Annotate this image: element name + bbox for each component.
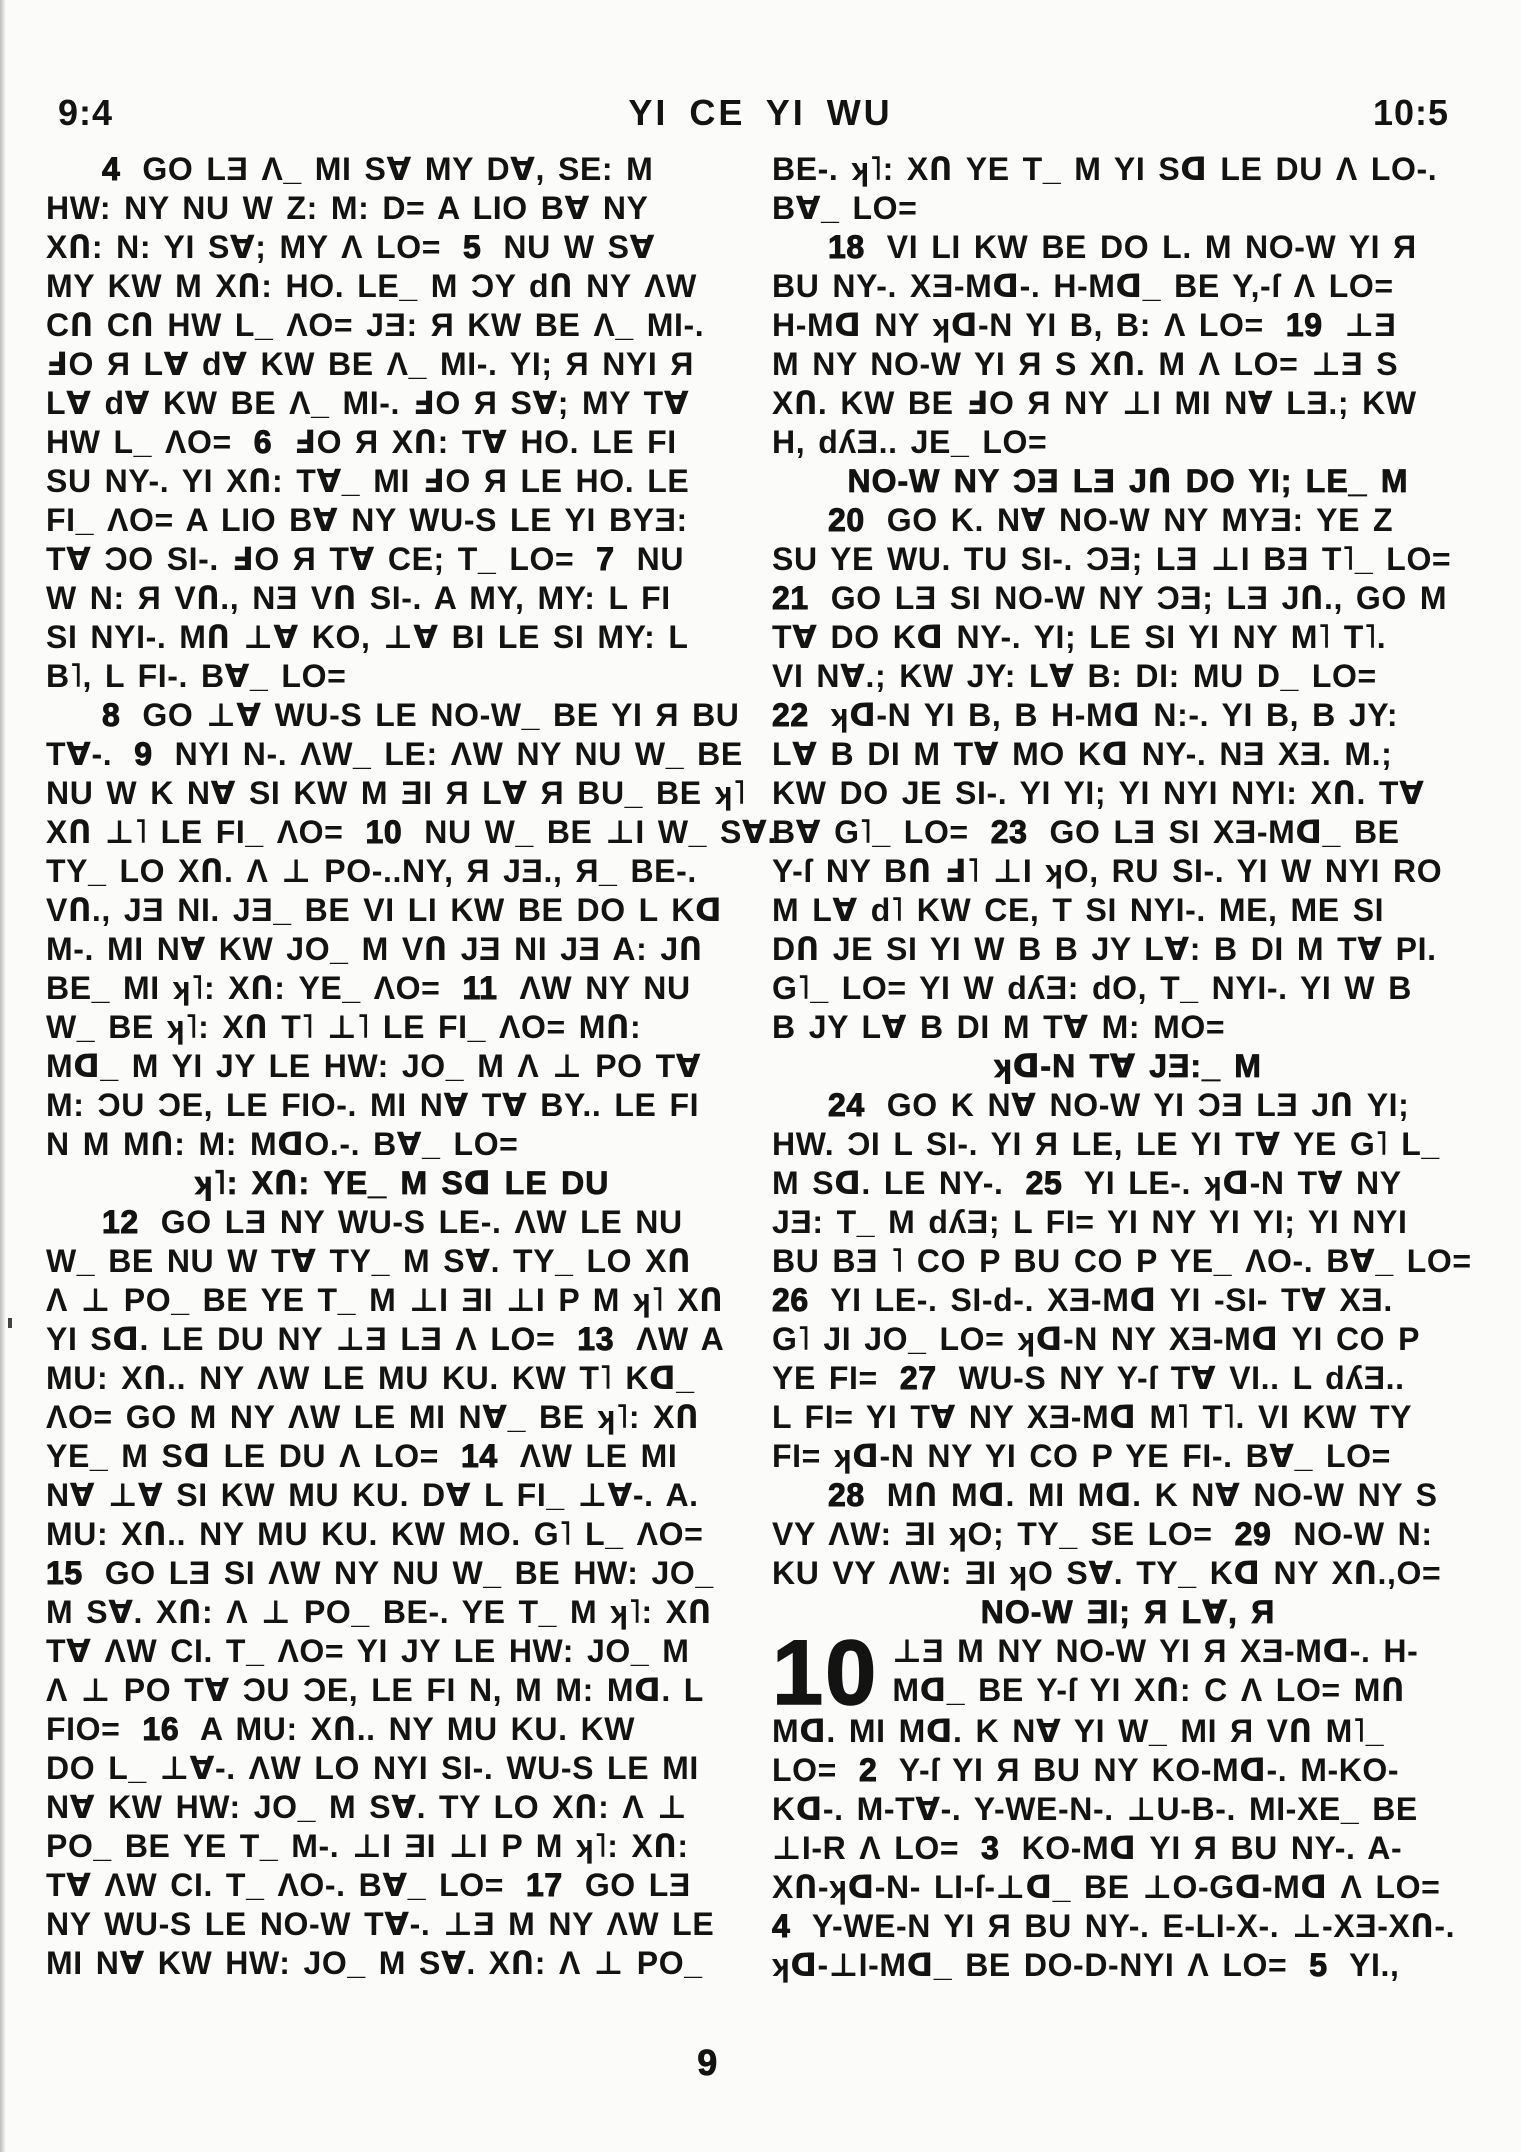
text-line — [46, 1281, 758, 1320]
text-line — [46, 1359, 758, 1398]
text-run: BE-. ʞ˥: XՈ YE T_ M YI Sᗡ LE DU Ʌ LO-. — [772, 151, 1438, 187]
text-run: XՈ-ʞᗡ-N- LI-ſ-⊥ᗡ_ BE ⊥O-Gᗡ-Mᗡ Ʌ LO= — [772, 1869, 1441, 1905]
text-line — [772, 1712, 1484, 1751]
text-run: XՈ: N: YI S∀; MY Ʌ LO= — [46, 229, 442, 265]
text-run: MY KW M XՈ: HO. LE_ M ƆY dՈ NY ɅW — [46, 268, 697, 304]
text-run: YE FI= — [772, 1360, 878, 1396]
text-run: HW L_ ɅO= — [46, 424, 232, 460]
verse-number: 6 — [253, 424, 273, 460]
text-run: G˥ JI JO_ LO= ʞᗡ-N NY XƎ-Mᗡ YI CO P — [772, 1321, 1421, 1357]
text-run: Y-ſ YI Я BU NY KO-Mᗡ-. M-KO- — [898, 1752, 1400, 1788]
text-run: B∀ G˥_ LO= — [772, 814, 969, 850]
text-line — [46, 1788, 758, 1827]
text-line — [772, 696, 1484, 735]
verse-number: 26 — [772, 1282, 809, 1318]
text-line — [46, 345, 758, 384]
text-run: XՈ. KW BE ℲO Я NY ⊥I MI N∀ LƎ.; KW — [772, 385, 1417, 421]
text-run: ʞᗡ-N T∀ JƎ:_ M — [994, 1048, 1262, 1084]
text-line — [46, 228, 758, 267]
text-run: FIO= — [46, 1711, 121, 1747]
text-run: NO-W N: — [1293, 1516, 1433, 1552]
verse-number: 7 — [596, 541, 615, 577]
text-line — [46, 696, 758, 735]
verse-number: 10 — [365, 814, 403, 850]
verse-number: 28 — [828, 1477, 865, 1513]
text-line — [772, 1164, 1484, 1203]
text-run: YE_ M Sᗡ LE DU Ʌ LO= — [46, 1438, 439, 1474]
section-heading-line — [772, 1047, 1484, 1086]
text-run: W N: Я VՈ., NƎ VՈ SI-. A MY, MY: L FI — [46, 580, 671, 616]
text-line — [772, 579, 1484, 618]
text-run: VI LI KW BE DO L. M NO-W YI Я — [886, 229, 1417, 265]
text-run: T∀ ɅW CI. T_ ɅO-. B∀_ LO= — [46, 1867, 505, 1903]
text-line — [46, 1944, 758, 1983]
text-run: T∀ ƆO SI-. ℲO Я T∀ CE; T_ LO= — [46, 541, 575, 577]
text-run: GO K. N∀ NO-W NY MYƎ: YE Z — [886, 502, 1394, 538]
text-line — [46, 1398, 758, 1437]
text-line — [772, 735, 1484, 774]
verse-number: 14 — [460, 1438, 498, 1474]
text-line — [46, 267, 758, 306]
text-line — [46, 891, 758, 930]
text-line — [772, 1086, 1484, 1125]
verse-number: 11 — [462, 970, 498, 1006]
text-run: H, dʎƎ.. JE_ LO= — [772, 424, 1048, 460]
text-run: T∀ DO Kᗡ NY-. YI; LE SI YI NY M˥ T˥. — [772, 619, 1387, 655]
text-run: KW DO JE SI-. YI YI; YI NYI NYI: XՈ. T∀ — [772, 775, 1425, 811]
text-run: JƎ: T_ M dʎƎ; L FI= YI NY YI YI; YI NYI — [772, 1204, 1408, 1240]
text-run: FI= ʞᗡ-N NY YI CO P YE FI-. B∀_ LO= — [772, 1438, 1391, 1474]
text-run: L∀ d∀ KW BE Ʌ_ MI-. ℲO Я S∀; MY T∀ — [46, 385, 690, 421]
text-run: ʞ˥: XՈ: YE_ M Sᗡ LE DU — [194, 1165, 610, 1201]
text-run: PO_ BE YE T_ M-. ⊥I ƎI ⊥I P M ʞ˥: XՈ: — [46, 1828, 689, 1864]
verse-number: 4 — [102, 151, 121, 187]
text-run: SU NY-. YI XՈ: T∀_ MI ℲO Я LE HO. LE — [46, 463, 690, 499]
verse-number: 17 — [526, 1867, 563, 1903]
text-run: VՈ., JƎ NI. JƎ_ BE VI LI KW BE DO L Kᗡ — [46, 892, 723, 928]
text-line — [772, 1515, 1484, 1554]
text-line — [46, 1125, 758, 1164]
text-line — [46, 618, 758, 657]
text-line — [772, 1359, 1484, 1398]
text-line — [46, 1320, 758, 1359]
text-run: B∀_ LO= — [772, 190, 918, 226]
text-run: GO K N∀ NO-W YI ƆƎ LƎ JՈ YI; — [886, 1087, 1410, 1123]
verse-number: 29 — [1234, 1516, 1272, 1552]
verse-number: 16 — [142, 1711, 180, 1747]
text-line — [772, 1203, 1484, 1242]
text-line — [772, 813, 1484, 852]
text-line — [772, 1868, 1484, 1907]
text-run: L FI= YI T∀ NY XƎ-Mᗡ M˥ T˥. VI KW TY — [772, 1399, 1413, 1435]
text-line — [46, 774, 758, 813]
text-line — [772, 501, 1484, 540]
text-line — [46, 1242, 758, 1281]
text-run: Mᗡ_ M YI JY LE HW: JO_ M Ʌ ⊥ PO T∀ — [46, 1048, 702, 1084]
text-line — [46, 423, 758, 462]
text-run: BU NY-. XƎ-Mᗡ-. H-Mᗡ_ BE Y,-ſ Ʌ LO= — [772, 268, 1394, 304]
text-run: YI LE-. SI-d-. XƎ-Mᗡ YI -SI- T∀ XƎ. — [830, 1282, 1393, 1318]
text-run: Y-WE-N YI Я BU NY-. E-LI-X-. ⊥-XƎ-XՈ-. — [811, 1908, 1456, 1944]
text-run: NU — [636, 541, 685, 577]
text-line — [772, 1437, 1484, 1476]
text-line — [772, 228, 1484, 267]
text-line — [772, 1829, 1484, 1868]
verse-number: 12 — [102, 1204, 139, 1240]
text-line — [46, 1086, 758, 1125]
text-run: BE_ MI ʞ˥: XՈ: YE_ ɅO= — [46, 970, 441, 1006]
text-run: N∀ ⊥∀ SI KW MU KU. D∀ L FI_ ⊥∀-. A. — [46, 1477, 699, 1513]
section-heading-line — [772, 1593, 1484, 1632]
text-run: ɅO= GO M NY ɅW LE MI N∀_ BE ʞ˥: XՈ — [46, 1399, 700, 1435]
text-run: GO LƎ Ʌ_ MI S∀ MY D∀, SE: M — [142, 151, 654, 187]
text-line — [46, 1047, 758, 1086]
text-run: T∀ ɅW CI. T_ ɅO= YI JY LE HW: JO_ M — [46, 1633, 690, 1669]
verse-number: 19 — [1285, 307, 1323, 343]
text-run: NU W S∀ — [503, 229, 655, 265]
text-line — [772, 1554, 1484, 1593]
text-line — [772, 618, 1484, 657]
text-run: NU W_ BE ⊥I W_ S∀. — [424, 814, 777, 850]
text-run: NYI N-. ɅW_ LE: ɅW NY NU W_ BE — [174, 736, 743, 772]
text-run: N∀ KW HW: JO_ M S∀. TY LO XՈ: Ʌ ⊥ — [46, 1789, 688, 1825]
text-run: GO LƎ — [584, 1867, 691, 1903]
text-run: NO-W ƎI; Я L∀, Я — [980, 1594, 1276, 1630]
text-line — [46, 540, 758, 579]
text-line — [46, 1671, 758, 1710]
text-line — [772, 1907, 1484, 1946]
text-run: VY ɅW: ƎI ʞO; TY_ SE LO= — [772, 1516, 1213, 1552]
text-line — [772, 1320, 1484, 1359]
page-header — [0, 92, 1521, 136]
footer-page-number: 9 — [697, 2042, 718, 2083]
text-line — [772, 930, 1484, 969]
verse-number: 2 — [858, 1752, 878, 1788]
text-run: YI., — [1349, 1947, 1400, 1983]
text-run: M L∀ d˥ KW CE, T SI NYI-. ME, ME SI — [772, 892, 1385, 928]
text-run: M S∀. XՈ: Ʌ ⊥ PO_ BE-. YE T_ M ʞ˥: XՈ — [46, 1594, 712, 1630]
text-run: DՈ JE SI YI W B B JY L∀: B DI M T∀ PI. — [772, 931, 1437, 967]
section-heading-line — [772, 462, 1484, 501]
text-line — [772, 306, 1484, 345]
verse-number: 9 — [134, 736, 153, 772]
text-run: Kᗡ-. M-T∀-. Y-WE-N-. ⊥U-B-. MI-XE_ BE — [772, 1791, 1418, 1827]
verse-number: 18 — [828, 229, 865, 265]
text-line — [46, 1476, 758, 1515]
scan-edge-shadow — [0, 0, 6, 2152]
text-run: T∀-. — [46, 736, 113, 772]
text-run: SI NYI-. MՈ ⊥∀ KO, ⊥∀ BI LE SI MY: L — [46, 619, 689, 655]
text-line — [772, 969, 1484, 1008]
verse-number: 22 — [772, 697, 809, 733]
text-run: G˥_ LO= YI W dʎƎ: dO, T_ NYI-. YI W B — [772, 970, 1412, 1006]
text-line — [772, 852, 1484, 891]
text-line — [46, 1008, 758, 1047]
verse-number: 27 — [899, 1360, 937, 1396]
verse-number: 5 — [463, 229, 482, 265]
text-run: DO L_ ⊥∀-. ɅW LO NYI SI-. WU-S LE MI — [46, 1750, 699, 1786]
text-run: ɅW NY NU — [519, 970, 691, 1006]
section-heading-line — [46, 1164, 758, 1203]
text-line — [772, 1476, 1484, 1515]
text-run: W_ BE NU W T∀ TY_ M S∀. TY_ LO XՈ — [46, 1243, 692, 1279]
text-run: ʞᗡ-N YI B, B H-Mᗡ N:-. YI B, B JY: — [830, 697, 1399, 733]
text-run: MՈ Mᗡ. MI Mᗡ. K N∀ NO-W NY S — [886, 1477, 1438, 1513]
verse-number: 13 — [577, 1321, 615, 1357]
verse-number: 23 — [990, 814, 1028, 850]
text-run: ɅW LE MI — [519, 1438, 678, 1474]
text-run: L∀ B DI M T∀ MO Kᗡ NY-. NƎ XƎ. M.; — [772, 736, 1393, 772]
text-line — [772, 774, 1484, 813]
scan-artifact — [8, 1318, 12, 1328]
text-run: B˥, L FI-. B∀_ LO= — [46, 658, 347, 694]
text-line — [772, 384, 1484, 423]
text-run: CՈ CՈ HW L_ ɅO= JƎ: Я KW BE Ʌ_ MI-. — [46, 307, 705, 343]
header-verse-ref-right: 10:5 — [1372, 92, 1449, 133]
text-run: N M MՈ: M: MᗡO.-. B∀_ LO= — [46, 1126, 519, 1162]
text-run: BU BƎ ˥ CO P BU CO P YE_ ɅO-. B∀_ LO= — [772, 1243, 1472, 1279]
text-line — [46, 579, 758, 618]
text-run: H-Mᗡ NY ʞᗡ-N YI B, B: Ʌ LO= — [772, 307, 1264, 343]
text-run: ɅW A — [636, 1321, 725, 1357]
text-run: GO LƎ SI NO-W NY ƆƎ; LƎ JՈ., GO M — [830, 580, 1448, 616]
text-run: NU W K N∀ SI KW M ƎI Я L∀ Я BU_ BE ʞ˥ — [46, 775, 746, 811]
text-line — [46, 813, 777, 852]
text-run: ʞᗡ-⊥I-Mᗡ_ BE DO-D-NYI Ʌ LO= — [772, 1947, 1288, 1983]
text-line — [772, 1125, 1484, 1164]
header-verse-ref-left: 9:4 — [58, 92, 114, 133]
verse-number: 24 — [828, 1087, 865, 1123]
chapter-number: 10 — [772, 1622, 879, 1724]
text-run: ⊥Ǝ M NY NO-W YI Я XƎ-Mᗡ-. H- — [892, 1633, 1419, 1669]
text-line — [892, 1671, 1484, 1710]
text-run: HW. ƆI L SI-. YI Я LE, LE YI T∀ YE G˥ L_ — [772, 1126, 1440, 1162]
text-run: VI N∀.; KW JY: L∀ B: DI: MU D_ LO= — [772, 658, 1377, 694]
text-line — [46, 657, 758, 696]
text-line — [892, 1632, 1484, 1671]
text-line — [46, 1866, 758, 1905]
chapter-first-lines — [892, 1632, 1484, 1710]
verse-number: 20 — [828, 502, 865, 538]
text-line — [46, 1554, 758, 1593]
text-line — [772, 1281, 1484, 1320]
text-line — [772, 189, 1484, 228]
text-line — [46, 150, 758, 189]
text-run: Ʌ ⊥ PO T∀ ƆU ƆE, LE FI N, M M: Mᗡ. L — [46, 1672, 704, 1708]
text-run: GO LƎ SI XƎ-Mᗡ_ BE — [1049, 814, 1400, 850]
text-run: GO ⊥∀ WU-S LE NO-W_ BE YI Я BU — [142, 697, 740, 733]
text-line — [772, 1398, 1484, 1437]
text-line — [46, 930, 758, 969]
text-line — [772, 657, 1484, 696]
text-run: M Sᗡ. LE NY-. — [772, 1165, 1004, 1201]
text-run: YI Sᗡ. LE DU NY ⊥Ǝ LƎ Ʌ LO= — [46, 1321, 556, 1357]
text-run: HW: NY NU W Z: M: D= A LIO B∀ NY — [46, 190, 649, 226]
text-line — [46, 1710, 758, 1749]
text-line — [46, 1515, 758, 1554]
text-run: GO LƎ NY WU-S LE-. ɅW LE NU — [160, 1204, 683, 1240]
text-line — [46, 1749, 758, 1788]
text-line — [46, 189, 758, 228]
text-run: MU: XՈ.. NY ɅW LE MU KU. KW T˥ Kᗡ_ — [46, 1360, 695, 1396]
text-run: M-. MI N∀ KW JO_ M VՈ JƎ NI JƎ A: JՈ — [46, 931, 703, 967]
text-line — [46, 1203, 758, 1242]
right-text-column — [772, 150, 1484, 1985]
text-run: FI_ ɅO= A LIO B∀ NY WU-S LE YI BYƎ: — [46, 502, 688, 538]
text-run: W_ BE ʞ˥: XՈ T˥ ⊥˥ LE FI_ ɅO= MՈ: — [46, 1009, 642, 1045]
text-line — [46, 1827, 758, 1866]
text-run: ⊥Ǝ — [1344, 307, 1397, 343]
text-line — [772, 267, 1484, 306]
text-line — [46, 969, 758, 1008]
text-line — [46, 1632, 758, 1671]
text-line — [772, 345, 1484, 384]
text-line — [46, 306, 758, 345]
text-run: YI LE-. ʞᗡ-N T∀ NY — [1083, 1165, 1402, 1201]
text-run: GO LƎ SI ɅW NY NU W_ BE HW: JO_ — [104, 1555, 714, 1591]
text-run: SU YE WU. TU SI-. ƆƎ; LƎ ⊥I BƎ T˥_ LO= — [772, 541, 1452, 577]
verse-number: 4 — [772, 1908, 791, 1944]
text-line — [772, 1008, 1484, 1047]
text-line — [772, 540, 1484, 579]
verse-number: 21 — [772, 580, 809, 616]
text-line — [772, 423, 1484, 462]
text-run: NY WU-S LE NO-W T∀-. ⊥Ǝ M NY ɅW LE — [46, 1906, 715, 1942]
text-run: XՈ ⊥˥ LE FI_ ɅO= — [46, 814, 344, 850]
text-line — [772, 1242, 1484, 1281]
text-run: Mᗡ. MI Mᗡ. K N∀ YI W_ MI Я VՈ M˥_ — [772, 1713, 1385, 1749]
text-run: ℲO Я L∀ d∀ KW BE Ʌ_ MI-. YI; Я NYI Я — [46, 346, 694, 382]
text-line — [46, 1437, 758, 1476]
verse-number: 5 — [1309, 1947, 1328, 1983]
text-run: LO= — [772, 1752, 837, 1788]
text-run: ℲO Я XՈ: T∀ HO. LE FI — [294, 424, 677, 460]
text-run: WU-S NY Y-ſ T∀ VI.. L dʎƎ.. — [958, 1360, 1405, 1396]
text-run: Y-ſ NY BՈ Ⅎ˥ ⊥I ʞO, RU SI-. YI W NYI RO — [772, 853, 1443, 889]
text-line — [46, 462, 758, 501]
text-line — [46, 1593, 758, 1632]
text-line — [46, 735, 758, 774]
verse-number: 15 — [46, 1555, 83, 1591]
text-run: ⊥I-R Ʌ LO= — [772, 1830, 960, 1866]
text-line — [772, 891, 1484, 930]
verse-number: 25 — [1025, 1165, 1063, 1201]
text-line — [46, 501, 758, 540]
text-run: KU VY ɅW: ƎI ʞO S∀. TY_ Kᗡ NY XՈ.,O= — [772, 1555, 1442, 1591]
text-run: M: ƆU ƆE, LE FIO-. MI N∀ T∀ BY.. LE FI — [46, 1087, 700, 1123]
text-run: B JY L∀ B DI M T∀ M: MO= — [772, 1009, 1226, 1045]
text-line — [772, 1751, 1484, 1790]
text-run: MI N∀ KW HW: JO_ M S∀. XՈ: Ʌ ⊥ PO_ — [46, 1945, 703, 1981]
verse-number: 8 — [102, 697, 121, 733]
text-run: M NY NO-W YI Я S XՈ. M Ʌ LO= ⊥Ǝ S — [772, 346, 1399, 382]
text-line — [46, 1905, 758, 1944]
text-run: KO-Mᗡ YI Я BU NY-. A- — [1021, 1830, 1403, 1866]
text-line — [772, 1946, 1484, 1985]
text-line — [772, 1790, 1484, 1829]
header-book-title: YI CE YI WU — [628, 92, 893, 133]
text-run: A MU: XՈ.. NY MU KU. KW — [200, 1711, 636, 1747]
text-run: Ʌ ⊥ PO_ BE YE T_ M ⊥I ƎI ⊥I P M ʞ˥ XՈ — [46, 1282, 724, 1318]
text-line — [46, 384, 758, 423]
text-run: TY_ LO XՈ. Ʌ ⊥ PO-..NY, Я JƎ., Я_ BE-. — [46, 853, 697, 889]
text-run: MU: XՈ.. NY MU KU. KW MO. G˥ L_ ɅO= — [46, 1516, 704, 1552]
text-run: Mᗡ_ BE Y-ſ YI XՈ: C Ʌ LO= MՈ — [892, 1672, 1405, 1708]
verse-number: 3 — [981, 1830, 1000, 1866]
chapter-start-block — [772, 1622, 1484, 1724]
text-run: NO-W NY ƆƎ LƎ JՈ DO YI; LE_ M — [847, 463, 1409, 499]
text-line — [772, 150, 1484, 189]
left-text-column — [46, 150, 777, 1983]
text-line — [46, 852, 758, 891]
